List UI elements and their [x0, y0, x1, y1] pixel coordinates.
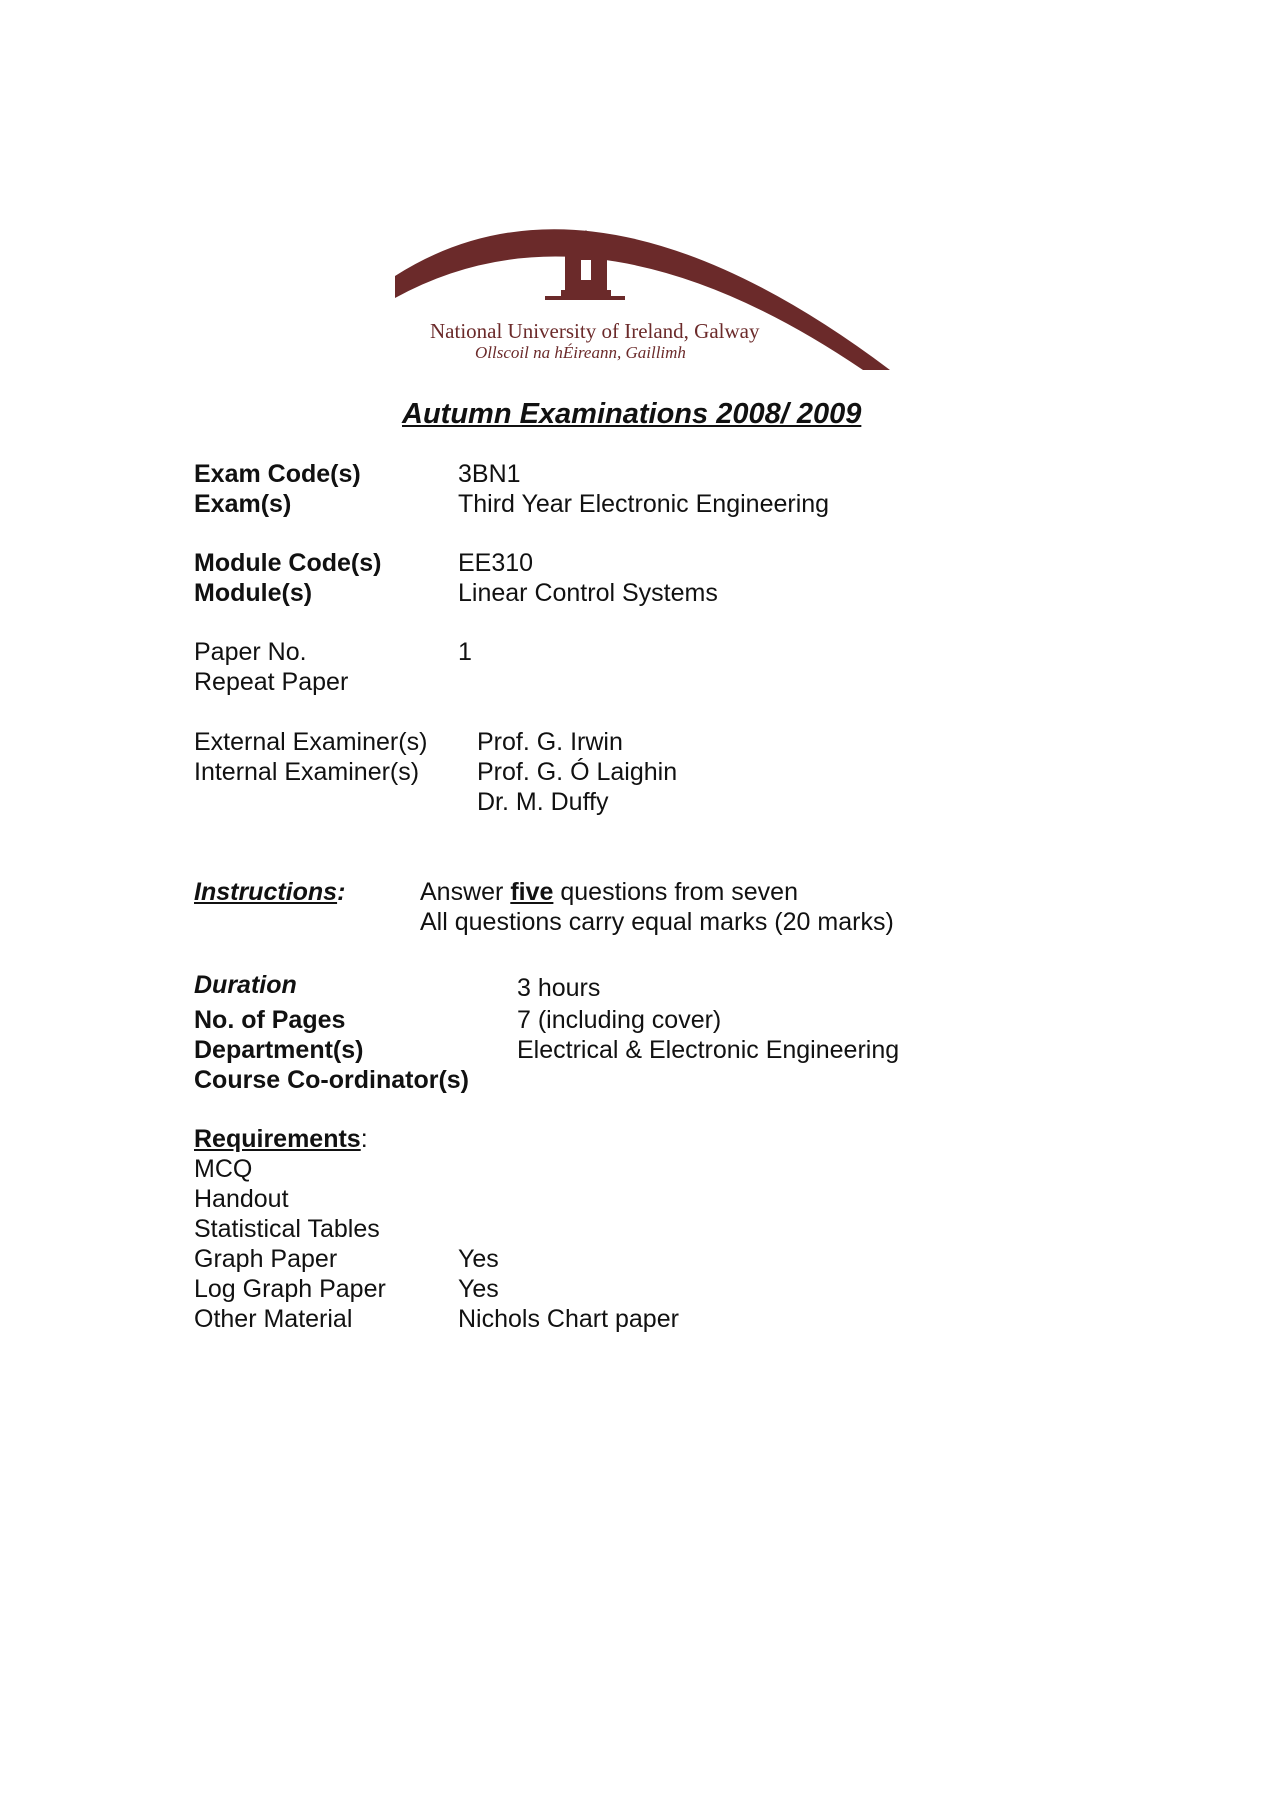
module-code-value: EE310 [458, 549, 534, 577]
external-examiner-label: External Examiner(s) [194, 728, 428, 756]
requirement-name: Handout [194, 1185, 289, 1213]
instructions-heading [194, 877, 345, 907]
module-label: Module(s) [194, 579, 313, 607]
logo-line1: National University of Ireland, Galway [430, 319, 760, 343]
instructions-label: Instructions [194, 878, 338, 906]
paper-no-label: Paper No. [194, 638, 307, 666]
pages-value: 7 (including cover) [517, 1006, 722, 1034]
instructions-colon: : [337, 878, 346, 906]
requirement-name: Graph Paper [194, 1245, 338, 1273]
exam-value: Third Year Electronic Engineering [458, 490, 830, 518]
internal-examiner-value-2: Dr. M. Duffy [477, 788, 609, 816]
requirement-value: Yes [458, 1245, 499, 1273]
instructions-line2: All questions carry equal marks (20 marks) [420, 908, 894, 936]
coordinator-label: Course Co-ordinator(s) [194, 1066, 469, 1094]
logo-line2: Ollscoil na hÉireann, Gaillimh [475, 343, 686, 362]
instructions-line1-post: questions from seven [553, 878, 798, 906]
exam-label: Exam(s) [194, 490, 292, 518]
module-value: Linear Control Systems [458, 579, 718, 607]
requirements-label: Requirements [194, 1125, 361, 1153]
pages-label: No. of Pages [194, 1006, 346, 1034]
external-examiner-value: Prof. G. Irwin [477, 728, 623, 756]
duration-label: Duration [194, 971, 297, 999]
requirements-heading [194, 1124, 368, 1154]
university-logo [395, 208, 890, 370]
duration-value: 3 hours [517, 974, 601, 1002]
exam-code-value: 3BN1 [458, 460, 521, 488]
requirements-colon: : [360, 1125, 368, 1153]
paper-no-value: 1 [458, 638, 472, 666]
department-label: Department(s) [194, 1036, 364, 1064]
department-value: Electrical & Electronic Engineering [517, 1036, 900, 1064]
internal-examiner-label: Internal Examiner(s) [194, 758, 420, 786]
instructions-emphasis: five [510, 878, 554, 906]
exam-title: Autumn Examinations 2008/ 2009 [402, 398, 862, 430]
requirement-name: Other Material [194, 1305, 353, 1333]
instructions-line1 [420, 877, 798, 907]
repeat-paper-label: Repeat Paper [194, 668, 349, 696]
module-code-label: Module Code(s) [194, 549, 382, 577]
requirement-name: Statistical Tables [194, 1215, 380, 1243]
internal-examiner-value-1: Prof. G. Ó Laighin [477, 758, 678, 786]
requirement-value: Nichols Chart paper [458, 1305, 679, 1333]
requirement-name: MCQ [194, 1155, 253, 1183]
exam-code-label: Exam Code(s) [194, 460, 361, 488]
requirement-value: Yes [458, 1275, 499, 1303]
requirement-name: Log Graph Paper [194, 1275, 386, 1303]
instructions-line1-pre: Answer [420, 878, 511, 906]
